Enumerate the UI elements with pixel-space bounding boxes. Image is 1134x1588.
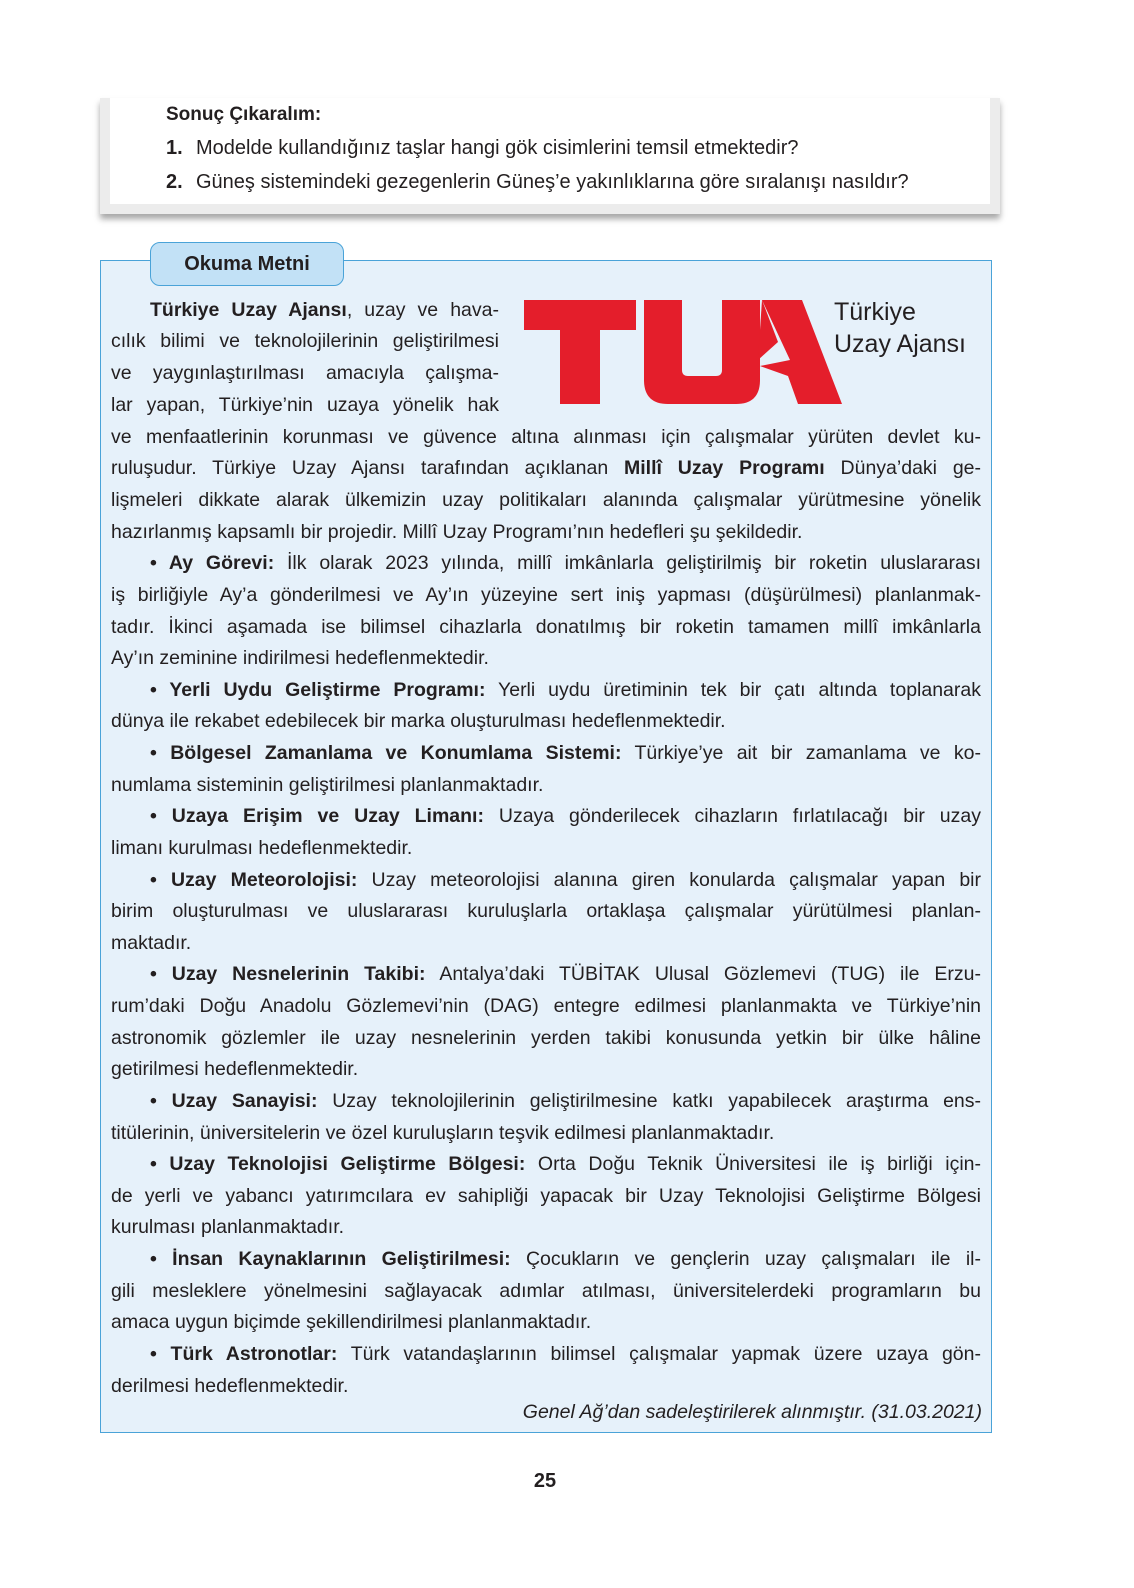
text-run: Yerli uydu üretiminin tek bir çatı altında toplanarak	[485, 679, 981, 701]
bullet-item-insan-kaynaklari	[150, 1246, 981, 1272]
logo-line-1: Türkiye	[834, 298, 916, 326]
bullet-title: • Uzay Sanayisi:	[150, 1090, 318, 1112]
bullet-item-meteoroloji	[150, 867, 981, 893]
bold-term: Türkiye Uzay Ajansı	[150, 299, 347, 321]
text-run: Uzay meteorolojisi alanına giren konularda çalışmalar yapan bir	[357, 869, 981, 891]
text-line: hazırlanmış kapsamlı bir projedir. Millî Uzay Programı’nın hedefleri şu şekildedir.	[111, 521, 803, 543]
question-text: Güneş sistemindeki gezegenlerin Güneş’e yakınlıklarına göre sıralanışı nasıldır?	[196, 171, 909, 193]
bullet-title: • Uzaya Erişim ve Uzay Limanı:	[150, 805, 484, 827]
text-line: birim oluşturulması ve uluslararası kuruluşlarla ortaklaşa çalışmalar yürütülmesi planlan-	[111, 900, 981, 922]
bullet-item-teknoloji-bolgesi	[150, 1151, 981, 1177]
text-line: tadır. İkinci aşamada ise bilimsel cihazlarla donatılmış bir roketin tamamen millî imkânlarla	[111, 616, 981, 638]
text-run: Türkiye’ye ait bir zamanlama ve ko-	[621, 742, 981, 764]
text-run: Dünya’daki ge-	[824, 457, 982, 479]
bullet-item-nesne-takibi	[150, 961, 981, 987]
text-line: cılık bilimi ve teknolojilerinin geliştirilmesi	[111, 330, 499, 352]
page-number: 25	[533, 1470, 557, 1492]
text-line: limanı kurulması hedeflenmektedir.	[111, 837, 413, 859]
bullet-title: • Bölgesel Zamanlama ve Konumlama Sistemi:	[150, 742, 622, 764]
conclusion-title: Sonuç Çıkaralım:	[166, 104, 322, 125]
tua-logo-icon	[524, 298, 842, 406]
bullet-item-zamanlama	[150, 740, 981, 766]
question-2	[166, 171, 909, 194]
text-run: Uzay teknolojilerinin geliştirilmesine katkı yapabilecek araştırma ens-	[317, 1090, 981, 1112]
question-number: 2.	[166, 171, 183, 193]
text-line: maktadır.	[111, 932, 192, 954]
conclusion-inner	[110, 98, 990, 204]
question-text: Modelde kullandığınız taşlar hangi gök cisimlerini temsil etmektedir?	[196, 137, 799, 159]
bold-term: Millî Uzay Programı	[624, 457, 825, 479]
text-run: Çocukların ve gençlerin uzay çalışmaları ile il-	[510, 1248, 981, 1270]
text-run: , uzay ve hava-	[346, 299, 499, 321]
text-line: lar yapan, Türkiye’nin uzaya yönelik hak	[111, 394, 499, 416]
text-run: Uzaya gönderilecek cihazların fırlatılacağı bir uzay	[483, 805, 981, 827]
text-run: Orta Doğu Teknik Üniversitesi ile iş birliği için-	[525, 1153, 981, 1175]
bullet-title: • Yerli Uydu Geliştirme Programı:	[150, 679, 486, 701]
text-line: gili mesleklere yönelmesini sağlayacak adımlar atılması, üniversitelerdeki programların bu	[111, 1280, 981, 1302]
bullet-item-uzay-limani	[150, 803, 981, 829]
bullet-title: • Türk Astronotlar:	[150, 1343, 338, 1365]
question-1	[166, 137, 799, 160]
text-line: derilmesi hedeflenmektedir.	[111, 1375, 349, 1397]
question-number: 1.	[166, 137, 183, 159]
text-run: Türk vatandaşlarının bilimsel çalışmalar yapmak üzere uzaya gön-	[337, 1343, 981, 1365]
bullet-title: • İnsan Kaynaklarının Geliştirilmesi:	[150, 1248, 511, 1270]
text-line	[111, 455, 981, 481]
bullet-title: • Uzay Meteorolojisi:	[150, 869, 358, 891]
text-line: dünya ile rekabet edebilecek bir marka oluşturulması hedeflenmektedir.	[111, 710, 726, 732]
bullet-title: • Uzay Nesnelerinin Takibi:	[150, 963, 426, 985]
bullet-item-astronotlar	[150, 1341, 981, 1367]
bullet-title: • Uzay Teknolojisi Geliştirme Bölgesi:	[150, 1153, 526, 1175]
reading-tab-title: Okuma Metni	[150, 242, 344, 286]
logo-wordmark	[834, 296, 966, 360]
text-line: rum’daki Doğu Anadolu Gözlemevi’nin (DAG) entegre edilmesi planlanmakta ve Türkiye’nin	[111, 995, 981, 1017]
bullet-item-sanayi	[150, 1088, 981, 1114]
text-line: amaca uygun biçimde şekillendirilmesi planlanmaktadır.	[111, 1311, 592, 1333]
text-run: Antalya’daki TÜBİTAK Ulusal Gözlemevi (TUG) ile Erzu-	[425, 963, 981, 985]
text-line: astronomik gözlemler ile uzay nesnelerinin yerden takibi konusunda yetkin bir ülke hâline	[111, 1027, 981, 1049]
text-line	[150, 297, 499, 323]
text-run: İlk olarak 2023 yılında, millî imkânlarla geliştirilmiş bir roketin uluslararası	[274, 552, 981, 574]
text-run: ruluşudur. Türkiye Uzay Ajansı tarafından açıklanan	[111, 457, 624, 479]
text-line: ve menfaatlerinin korunması ve güvence altına alınması için çalışmalar yürüten devlet ku-	[111, 426, 981, 448]
text-line: titülerinin, üniversitelerin ve özel kuruluşların teşvik edilmesi planlanmaktadır.	[111, 1122, 775, 1144]
text-line: de yerli ve yabancı yatırımcılara ev sahipliği yapacak bir Uzay Teknolojisi Geliştirme Bölgesi	[111, 1185, 981, 1207]
text-line: kurulması planlanmaktadır.	[111, 1216, 345, 1238]
bullet-item-yerli-uydu	[150, 677, 981, 703]
text-line: lişmeleri dikkate alarak ülkemizin uzay politikaları alanında çalışmalar yürütmesine yönelik	[111, 489, 981, 511]
bullet-title: • Ay Görevi:	[150, 552, 275, 574]
text-line: getirilmesi hedeflenmektedir.	[111, 1058, 359, 1080]
logo-line-2: Uzay Ajansı	[834, 330, 967, 358]
text-line: Ay’ın zeminine indirilmesi hedeflenmektedir.	[111, 647, 489, 669]
conclusion-box	[100, 98, 1000, 214]
source-citation: Genel Ağ’dan sadeleştirilerek alınmıştır. (31.03.2021)	[522, 1401, 982, 1423]
bullet-item-ay-gorevi	[150, 550, 981, 576]
text-line: numlama sisteminin geliştirilmesi planlanmaktadır.	[111, 774, 544, 796]
text-line: iş birliğiyle Ay’a gönderilmesi ve Ay’ın yüzeyine sert iniş yapması (düşürülmesi) planlanmak-	[111, 584, 981, 606]
text-line: ve yaygınlaştırılması amacıyla çalışma-	[111, 362, 499, 384]
